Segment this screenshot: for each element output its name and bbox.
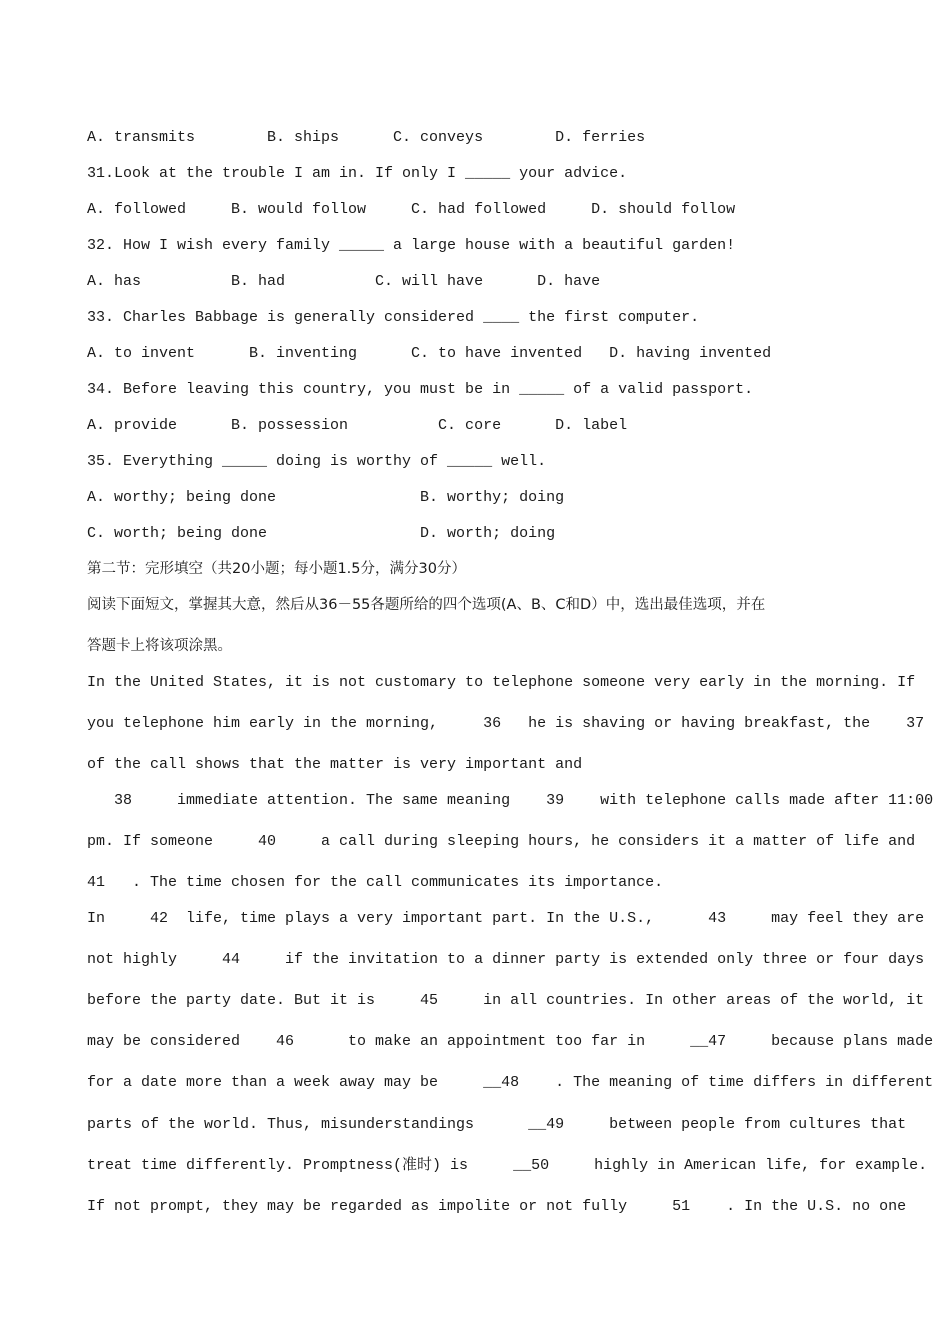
passage-line: In 42 life, time plays a very important part. In the U.S., 43 may feel they are xyxy=(87,910,925,927)
passage-line: 38 immediate attention. The same meaning 39 with telephone calls made after 11:00 xyxy=(87,792,934,809)
q35-options-cd: C. worth; being done D. worth; doing xyxy=(87,525,556,542)
passage-line: may be considered 46 to make an appointment too far in __47 because plans made xyxy=(87,1033,934,1050)
passage-line: In the United States, it is not customary to telephone someone very early in the morning. If xyxy=(87,674,916,691)
passage-line: not highly 44 if the invitation to a dinner party is extended only three or four days xyxy=(87,951,925,968)
section-heading: 第二节：完形填空（共20小题；每小题1.5分，满分30分） xyxy=(87,561,466,577)
q32-options: A. has B. had C. will have D. have xyxy=(87,273,601,290)
passage-line: for a date more than a week away may be __48 . The meaning of time differs in different xyxy=(87,1074,934,1091)
passage-line: of the call shows that the matter is very important and xyxy=(87,756,583,773)
q35-options-ab: A. worthy; being done B. worthy; doing xyxy=(87,489,565,506)
q33-question: 33. Charles Babbage is generally considered ____ the first computer. xyxy=(87,309,700,326)
q30-options: A. transmits B. ships C. conveys D. ferries xyxy=(87,129,646,146)
passage-line: 41 . The time chosen for the call communicates its importance. xyxy=(87,874,664,891)
q31-options: A. followed B. would follow C. had followed D. should follow xyxy=(87,201,736,218)
passage-line: pm. If someone 40 a call during sleeping hours, he considers it a matter of life and xyxy=(87,833,916,850)
passage-line: parts of the world. Thus, misunderstandings __49 between people from cultures that xyxy=(87,1116,907,1133)
passage-line: treat time differently. Promptness(准时) is __50 highly in American life, for example. xyxy=(87,1157,928,1174)
q35-question: 35. Everything _____ doing is worthy of _____ well. xyxy=(87,453,547,470)
q32-question: 32. How I wish every family _____ a large house with a beautiful garden! xyxy=(87,237,736,254)
passage-line: before the party date. But it is 45 in all countries. In other areas of the world, it xyxy=(87,992,925,1009)
q34-question: 34. Before leaving this country, you must be in _____ of a valid passport. xyxy=(87,381,754,398)
instructions-line-2: 答题卡上将该项涂黑。 xyxy=(87,638,232,654)
q34-options: A. provide B. possession C. core D. label xyxy=(87,417,628,434)
instructions-line-1: 阅读下面短文，掌握其大意，然后从36－55各题所给的四个选项(A、B、C和D）中，选出最佳选项，并在 xyxy=(87,597,766,613)
q31-question: 31.Look at the trouble I am in. If only I _____ your advice. xyxy=(87,165,628,182)
q33-options: A. to invent B. inventing C. to have invented D. having invented xyxy=(87,345,772,362)
passage-line: you telephone him early in the morning, 36 he is shaving or having breakfast, the 37 xyxy=(87,715,925,732)
passage-line: If not prompt, they may be regarded as impolite or not fully 51 . In the U.S. no one xyxy=(87,1198,907,1215)
